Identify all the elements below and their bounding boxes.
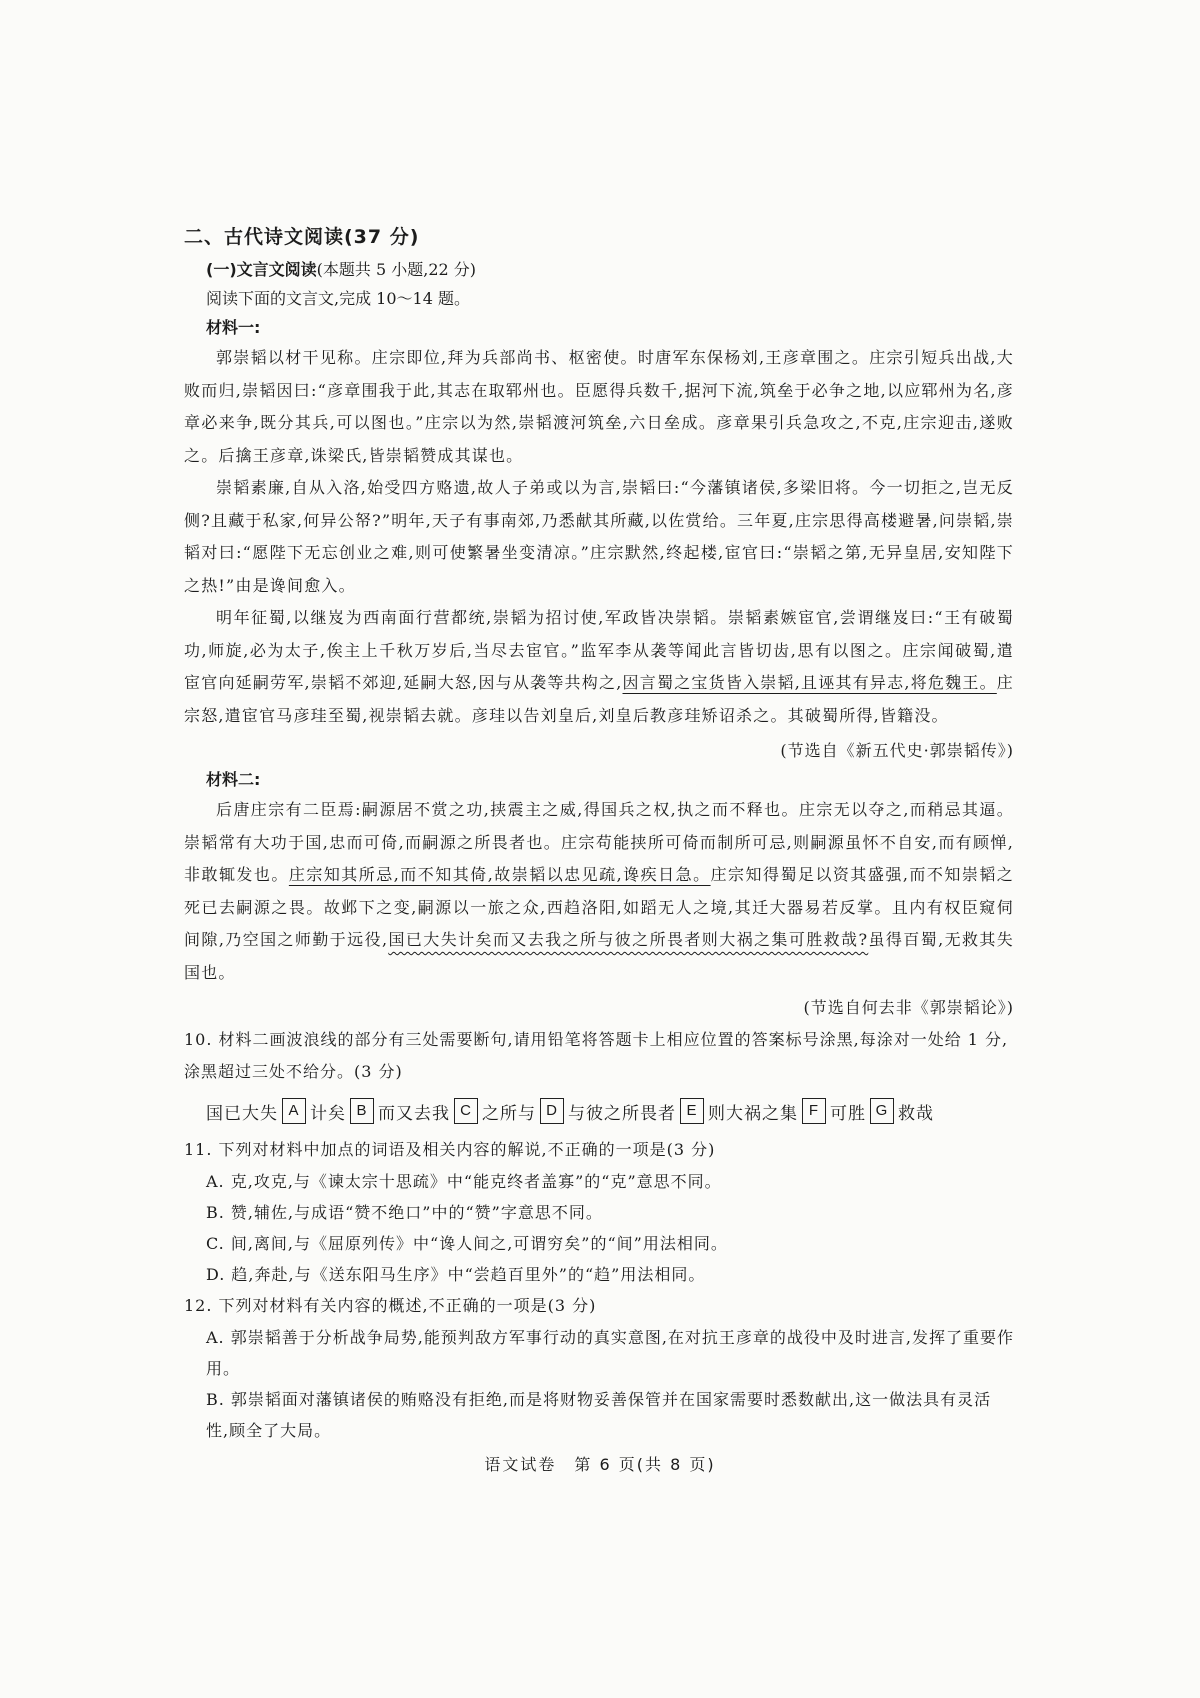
material1-paragraph-3 — [184, 602, 1014, 732]
answer-box-a[interactable]: A — [282, 1098, 306, 1124]
underlined-sentence: 因言蜀之宝货皆入崇韬,且诬其有异志,将危魏王。 — [622, 673, 997, 692]
text-span: 庄宗怒,遣宦官马彦珪至蜀,视崇韬去就。彦珪以告刘皇后,刘皇后教彦珪矫诏杀之。其破蜀所得,皆籍没。 — [184, 673, 1014, 725]
segment: 国已大失 — [206, 1103, 278, 1124]
text-span: 庄宗知得蜀足以资其盛强,而不知崇韬之死已去嗣源之畏。故邺下之变,嗣源以一旅之众,西趋洛阳,如蹈无人之境,其迁大器易若反掌。且内有权臣窥伺间隙,乃空国之师勤于远役, — [184, 865, 1014, 949]
text-span: 后唐庄宗有二臣焉:嗣源居不赏之功,挟震主之威,得国兵之权,执之而不释也。庄宗无以夺之,而稍忌其逼。崇韬常有大功于国,忠而可倚,而嗣源之所畏者也。庄宗苟能挟所可倚而制所可忌,则嗣源虽怀不自安,而有顾惮,非敢辄发也。 — [184, 800, 1014, 884]
question-12-option-b[interactable]: B. 郭崇韬面对藩镇诸侯的贿赂没有拒绝,而是将财物妥善保管并在国家需要时悉数献出,这一做法具有灵活性,顾全了大局。 — [206, 1390, 992, 1440]
underlined-sentence: 庄宗知其所忌,而不知其倚,故崇韬以忠见疏,谗疾日急。 — [288, 865, 711, 884]
instruction: 阅读下面的文言文,完成 10～14 题。 — [206, 289, 470, 308]
segment: 计矣 — [310, 1103, 346, 1124]
question-12-option-a[interactable]: A. 郭崇韬善于分析战争局势,能预判敌方军事行动的真实意图,在对抗王彦章的战役中及时进言,发挥了重要作用。 — [206, 1328, 1014, 1378]
question-10-stem: 10. 材料二画波浪线的部分有三处需要断句,请用铅笔将答题卡上相应位置的答案标号涂黑,每涂对一处给 1 分,涂黑超过三处不给分。(3 分) — [184, 1030, 1009, 1081]
question-11-option-b[interactable]: B. 赞,辅佐,与成语“赞不绝口”中的“赞”字意思不同。 — [206, 1203, 603, 1222]
sub-section-title — [206, 257, 1014, 280]
material1-paragraph-1: 郭崇韬以材干见称。庄宗即位,拜为兵部尚书、枢密使。时唐军东保杨刘,王彦章围之。庄宗引短兵出战,大败而归,崇韬因曰:“彦章围我于此,其志在取郓州也。臣愿得兵数千,据河下流,筑垒于必争之地,以应郓州为名,彦章必来争,既分其兵,可以图也。”庄宗以为然,崇韬渡河筑垒,六日垒成。彦章果引兵急攻之,不克,庄宗迎击,遂败之。后擒王彦章,诛梁氏,皆崇韬赞成其谋也。 — [184, 348, 1014, 465]
segment: 之所与 — [482, 1103, 536, 1124]
sub-title-bold: (一)文言文阅读 — [206, 260, 317, 279]
answer-box-c[interactable]: C — [454, 1098, 478, 1124]
page-footer: 语文试卷 第 6 页(共 8 页) — [484, 1455, 716, 1474]
material1-label: 材料一: — [206, 318, 261, 337]
question-11-option-a[interactable]: A. 克,攻克,与《谏太宗十思疏》中“能克终者盖寡”的“克”意思不同。 — [206, 1172, 722, 1191]
material2-paragraph — [184, 794, 1014, 989]
segment: 则大祸之集 — [708, 1103, 798, 1124]
answer-box-b[interactable]: B — [350, 1098, 374, 1124]
answer-box-e[interactable]: E — [680, 1098, 704, 1124]
question-11-option-c[interactable]: C. 间,离间,与《屈原列传》中“谗人间之,可谓穷矣”的“间”用法相同。 — [206, 1234, 728, 1253]
question-11-option-d[interactable]: D. 趋,奔赴,与《送东阳马生序》中“尝趋百里外”的“趋”用法相同。 — [206, 1265, 706, 1284]
answer-box-d[interactable]: D — [540, 1098, 564, 1124]
material1-source: (节选自《新五代史·郭崇韬传》) — [780, 741, 1014, 760]
segment: 可胜 — [830, 1103, 866, 1124]
question-12-stem: 12. 下列对材料有关内容的概述,不正确的一项是(3 分) — [184, 1296, 597, 1315]
wavy-underlined-sentence: 国已大失计矣而又去我之所与彼之所畏者则大祸之集可胜救哉? — [388, 930, 869, 949]
answer-box-f[interactable]: F — [802, 1098, 826, 1124]
text-span: 虽得百蜀,无救其失国也。 — [184, 930, 1014, 982]
segment: 救哉 — [898, 1103, 934, 1124]
section-title: 二、古代诗文阅读(37 分) — [184, 226, 420, 248]
material2-source: (节选自何去非《郭崇韬论》) — [803, 998, 1014, 1017]
page-content — [184, 222, 1014, 1446]
text-span: 明年征蜀,以继岌为西南面行营都统,崇韬为招讨使,军政皆决崇韬。崇韬素嫉宦官,尝谓继岌曰:“王有破蜀功,师旋,必为太子,俟主上千秋万岁后,当尽去宦官。”监军李从袭等闻此言皆切齿,思有以图之。庄宗闻破蜀,遣宦官向延嗣劳军,崇韬不郊迎,延嗣大怒,因与从袭等共构之, — [184, 608, 1014, 692]
segment: 与彼之所畏者 — [568, 1103, 676, 1124]
segment: 而又去我 — [378, 1103, 450, 1124]
answer-box-g[interactable]: G — [870, 1098, 894, 1124]
sub-title-note: (本题共 5 小题,22 分) — [316, 260, 477, 279]
question-11-stem: 11. 下列对材料中加点的词语及相关内容的解说,不正确的一项是(3 分) — [184, 1140, 716, 1159]
question-10-answer-line — [206, 1098, 1014, 1124]
material1-paragraph-2: 崇韬素廉,自从入洛,始受四方赂遗,故人子弟或以为言,崇韬曰:“今藩镇诸侯,多梁旧将。今一切拒之,岂无反侧?且藏于私家,何异公帑?”明年,天子有事南郊,乃悉献其所藏,以佐赏给。三年夏,庄宗思得高楼避暑,问崇韬,崇韬对曰:“愿陛下无忘创业之难,则可使繁暑坐变清凉。”庄宗默然,终起楼,宦官曰:“崇韬之第,无异皇居,安知陛下之热!”由是谗间愈入。 — [184, 478, 1014, 595]
material2-label: 材料二: — [206, 770, 261, 789]
